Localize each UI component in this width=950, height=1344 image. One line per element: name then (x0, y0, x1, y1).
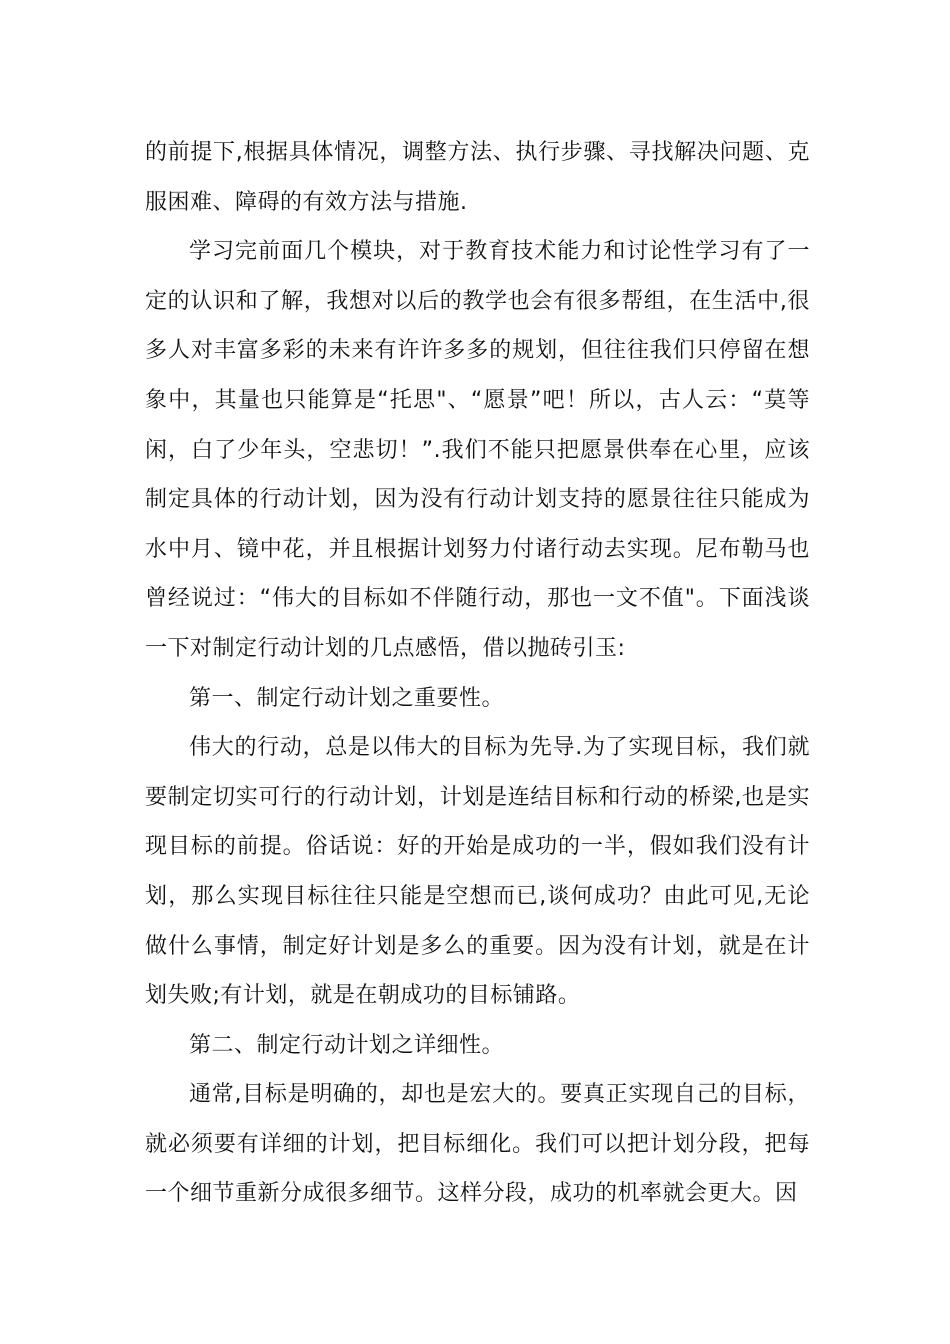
paragraph-3: 伟大的行动，总是以伟大的目标为先导.为了实现目标，我们就要制定切实可行的行动计划，计划是连结目标和行动的桥梁,也是实现目标的前提。俗话说：好的开始是成功的一半，假如我们没有计划，那么实现目标往往只能是空想而已,谈何成功？由此可见,无论做什么事情，制定好计划是多么的重要。因为没有计划，就是在计划失败;有计划，就是在朝成功的目标铺路。 (145, 735, 810, 1009)
paragraph-2: 学习完前面几个模块，对于教育技术能力和讨论性学习有了一定的认识和了解，我想对以后的教学也会有很多帮组，在生活中,很多人对丰富多彩的未来有许许多多的规划，但往往我们只停留在想象中，其量也只能算是“托思"、“愿景”吧！所以，古人云：“莫等闲，白了少年头，空悲切！”.我们不能只把愿景供奉在心里，应该制定具体的行动计划，因为没有行动计划支持的愿景往往只能成为水中月、镜中花，并且根据计划努力付诸行动去实现。尼布勒马也曾经说过：“伟大的目标如不伴随行动，那也一文不值"。下面浅谈一下对制定行动计划的几点感悟，借以抛砖引玉: (145, 239, 810, 661)
document-body (145, 128, 810, 1219)
paragraph-1: 的前提下,根据具体情况，调整方法、执行步骤、寻找解决问题、克服困难、障碍的有效方法与措施. (145, 140, 810, 215)
section-heading-2: 第二、制定行动计划之详细性。 (189, 1032, 505, 1058)
paragraph-4: 通常,目标是明确的，却也是宏大的。要真正实现自己的目标，就必须要有详细的计划，把目标细化。我们可以把计划分段，把每一个细节重新分成很多细节。这样分段，成功的机率就会更大。因 (145, 1082, 810, 1207)
section-heading-1: 第一、制定行动计划之重要性。 (189, 685, 505, 711)
